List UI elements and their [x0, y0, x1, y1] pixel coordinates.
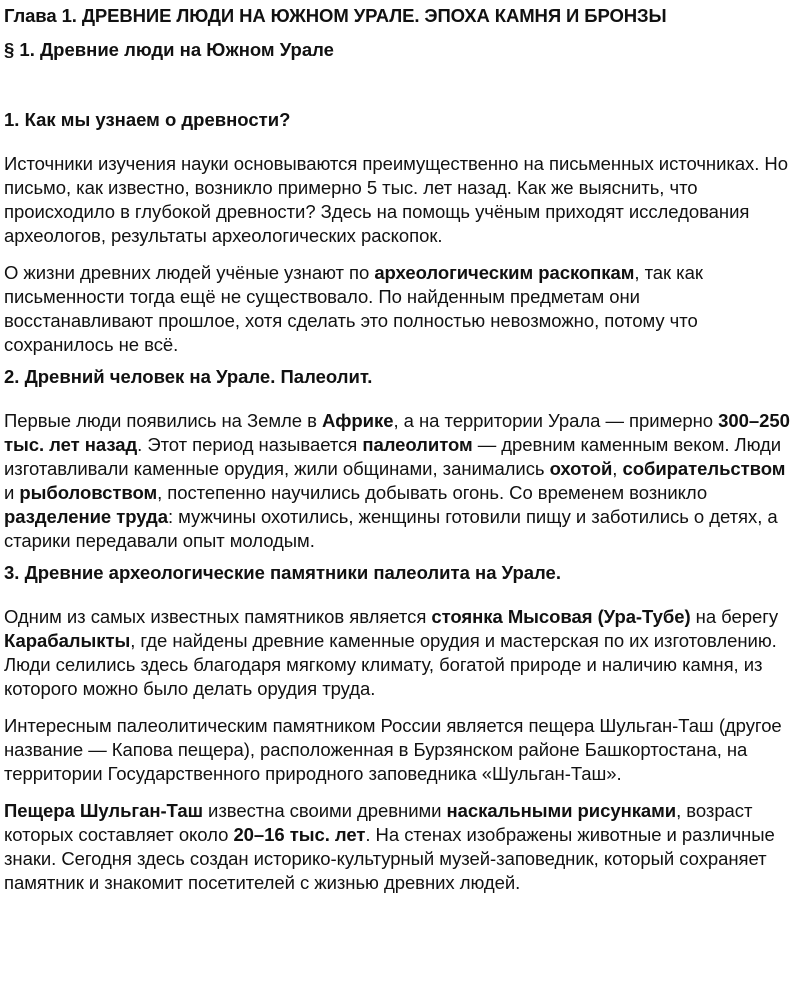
- text-run: и: [4, 482, 20, 503]
- text-run: , постепенно научились добывать огонь. Со временем возникло: [157, 482, 708, 503]
- bold-term: Пещера Шульган-Таш: [4, 800, 203, 821]
- text-run: Одним из самых известных памятников является: [4, 606, 432, 627]
- paragraph: [4, 261, 794, 357]
- text-run: . На стенах изображены животные и различные знаки. Сегодня здесь создан историко-культурный музей-заповедник, который сохраняет памятник и знакомит посетителей с жизнью древних людей.: [4, 824, 775, 893]
- text-run: Первые люди появились на Земле в: [4, 410, 322, 431]
- paragraph: [4, 409, 794, 553]
- text-run: , возраст которых составляет около: [4, 800, 753, 845]
- text-run: , где найдены древние каменные орудия и мастерская по их изготовлению. Люди селились здесь благодаря мягкому климату, богатой природе и наличию камня, из которого можно было делать орудия труда.: [4, 630, 777, 699]
- bold-term: охотой: [549, 458, 613, 479]
- bold-term: 300–250 тыс. лет назад: [4, 410, 790, 455]
- chapter-title: Глава 1. ДРЕВНИЕ ЛЮДИ НА ЮЖНОМ УРАЛЕ. ЭПОХА КАМНЯ И БРОНЗЫ: [4, 5, 667, 26]
- text-run: , а на территории Урала — примерно: [393, 410, 719, 431]
- bold-term: наскальными рисунками: [446, 800, 677, 821]
- text-run: известна своими древними: [202, 800, 447, 821]
- text-run: Источники изучения науки основываются преимущественно на письменных источниках. Но письмо, как известно, возникло примерно 5 тыс. лет назад. Как же выяснить, что происходило в глубокой древности? Здесь на помощь учёным приходят исследования археологов, результаты археологических раскопок.: [4, 153, 788, 246]
- text-run: , так как письменности тогда ещё не существовало. По найденным предметам они восстанавливают прошлое, хотя сделать это полностью невозможно, потому что сохранилось не всё.: [4, 262, 703, 355]
- bold-term: разделение труда: [4, 506, 168, 527]
- section-title: § 1. Древние люди на Южном Урале: [4, 39, 334, 60]
- bold-term: Карабалыкты: [4, 630, 131, 651]
- text-run: — древним каменным веком. Люди изготавливали каменные орудия, жили общинами, занимались: [4, 434, 782, 479]
- paragraph: [4, 605, 794, 701]
- text-run: . Этот период называется: [137, 434, 363, 455]
- bold-term: стоянка Мысовая (Ура-Тубе): [431, 606, 691, 627]
- section-heading-3: 3. Древние археологические памятники палеолита на Урале.: [4, 562, 561, 583]
- section-heading-1: 1. Как мы узнаем о древности?: [4, 109, 291, 130]
- text-run: : мужчины охотились, женщины готовили пищу и заботились о детях, а старики передавали опыт молодым.: [4, 506, 778, 551]
- bold-term: 20–16 тыс. лет: [233, 824, 366, 845]
- text-run: Интересным палеолитическим памятником России является пещера Шульган-Таш (другое название — Капова пещера), расположенная в Бурзянском районе Башкортостана, на территории Государственного природного заповедника «Шульган-Таш».: [4, 715, 782, 784]
- bold-term: Африке: [321, 410, 394, 431]
- bold-term: рыболовством: [19, 482, 158, 503]
- bold-term: палеолитом: [362, 434, 473, 455]
- text-run: ,: [612, 458, 623, 479]
- paragraph: [4, 152, 794, 248]
- section-heading-2: 2. Древний человек на Урале. Палеолит.: [4, 366, 373, 387]
- bold-term: археологическим раскопкам: [374, 262, 635, 283]
- paragraph: [4, 799, 794, 895]
- text-run: О жизни древних людей учёные узнают по: [4, 262, 375, 283]
- bold-term: собирательством: [622, 458, 786, 479]
- text-run: на берегу: [690, 606, 779, 627]
- paragraph: [4, 714, 794, 786]
